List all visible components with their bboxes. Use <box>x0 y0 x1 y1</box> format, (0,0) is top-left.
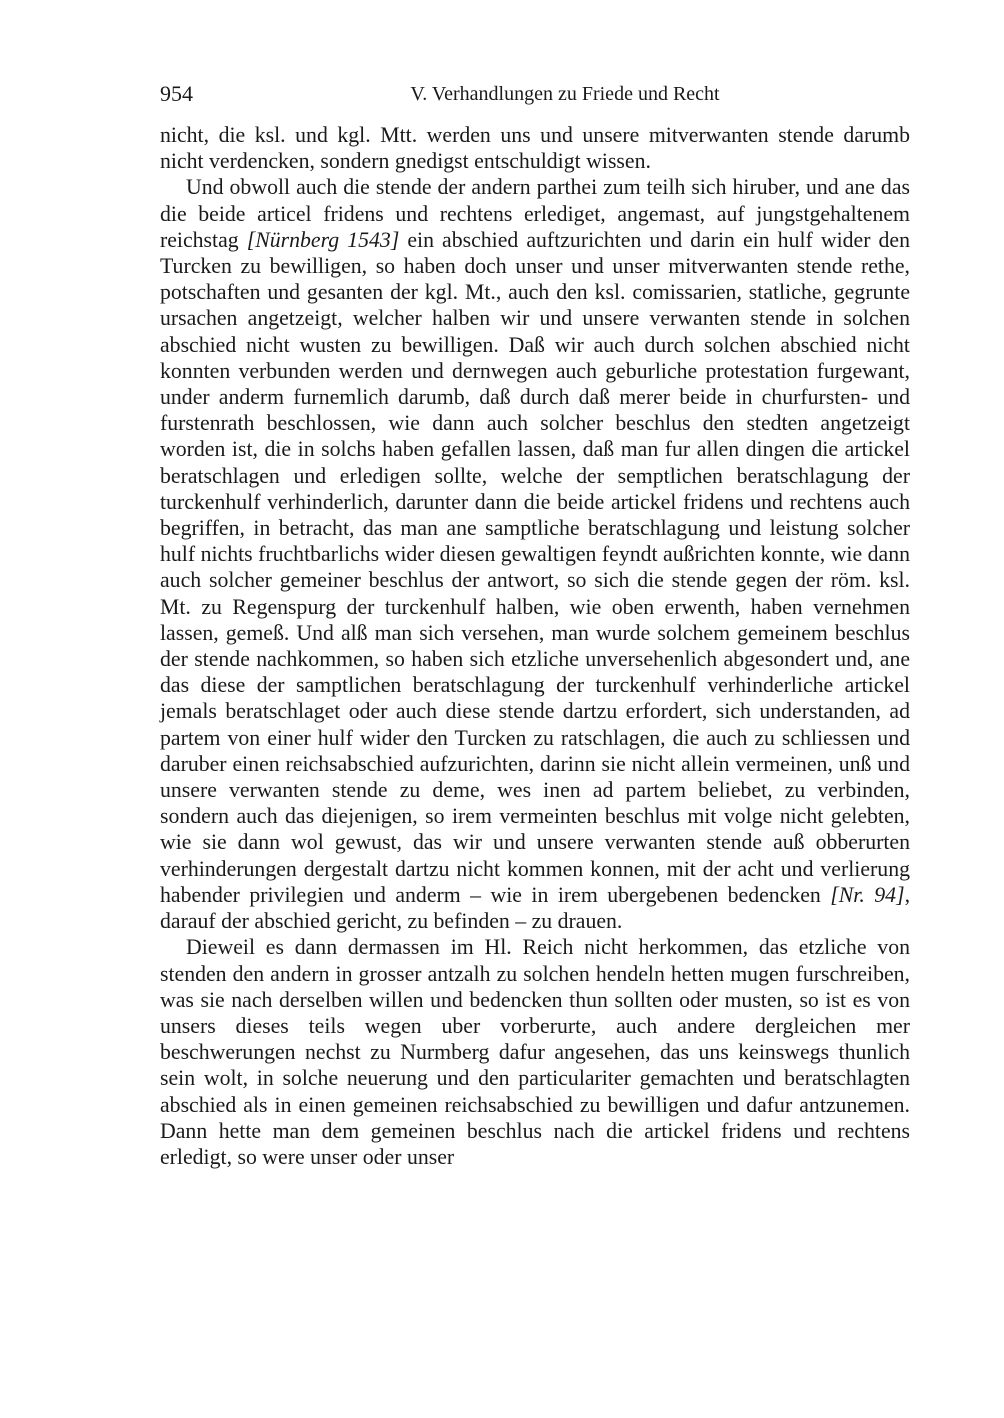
paragraph-text: Dieweil es dann dermassen im Hl. Reich nicht herkommen, das etzliche von stenden den andern in grosser antzalh zu solchen hendeln hetten mugen furschreiben, was sie nach derselben willen und bedencken thun sollten oder musten, so ist es von unsers dieses teils wegen uber vorberurte, auch andere dergleichen mer beschwerungen nechst zu Nurmberg dafur angesehen, das uns keinswegs thunlich sein wolt, in solche neuerung und den particulariter gemachten und beratschlagten abschied als in einen gemeinen reichsabschied zu bewilligen und dafur antzunemen. Dann hette man dem gemeinen beschlus nach die artickel fridens und rechtens erledigt, so were unser oder unser <box>160 935 910 1169</box>
running-title: V. Verhandlungen zu Friede und Recht <box>410 83 720 105</box>
paragraph-text: , darauf der abschied gericht, zu befinden – zu drauen. <box>160 882 911 934</box>
paragraph-text: Und obwoll auch die stende der andern parthei zum teilh sich hiruber, und ane das die beide articel fridens und rechtens erlediget, angemast, auf jungstgehaltenem reichstag <box>160 175 910 252</box>
paragraph-1 <box>160 122 910 174</box>
paragraph-text: nicht, die ksl. und kgl. Mtt. werden uns und unsere mitverwanten stende darumb nicht verdencken, sondern gnedigst entschuldigt wissen. <box>160 123 910 174</box>
paragraph-3 <box>160 934 910 1170</box>
source-reference: [Nr. 94] <box>830 882 905 907</box>
source-reference: [Nürnberg 1543] <box>246 227 400 252</box>
paragraph-text: ein abschied auftzurichten und darin ein hulf wider den Turcken zu bewilligen, so haben doch unser und unser mitverwanten stende rethe, potschaften und gesanten der kgl. Mt., auch den ksl. comissarien, statliche, gegrunte ursachen angetzeigt, welcher halben wir und unsere verwanten stende in solchen abschied nicht wusten zu bewilligen. Daß wir auch durch solchen abschied nicht konnten verbunden werden und dernwegen auch geburliche protestation furgewant, under anderm furnemlich darumb, daß durch daß merer beide in churfursten- und furstenrath beschlossen, wie dann auch solcher beschlus den stedten angetzeigt worden ist, die in solchs haben gefallen lassen, daß man fur allen dingen die artickel beratschlagen und erledigen sollte, welche der semptlichen beratschlagung der turckenhulf verhinderlich, darunter dann die beide artickel fridens und rechtens auch begriffen, in betracht, das man ane samptliche beratschlagung und leistung solcher hulf nichts fruchtbarlichs wider diesen gewaltigen feyndt außrichten konnte, wie dann auch solcher gemeiner beschlus der antwort, so sich die stende gegen der röm. ksl. Mt. zu Regenspurg der turckenhulf halben, wie oben erwenth, haben vernehmen lassen, gemeß. Und alß man sich versehen, man wurde solchem gemeinem beschlus der stende nachkommen, so haben sich etzliche unversehenlich abgesondert und, ane das diese der samptlichen beratschlagung der turckenhulf verhinderliche artickel jemals beratschlaget oder auch diese stende dartzu erfordert, sich understanden, ad partem von einer hulf wider den Turcken zu ratschlagen, die auch zu schliessen und daruber einen reichsabschied aufzurichten, darinn sie nicht allein vermeinen, unß und unsere verwanten stende zu deme, wes inen ad partem beliebet, zu verbinden, sondern auch das diejenigen, so irem vermeinten beschlus mit volge nicht gelebten, wie sie dann wol gewust, das wir und unsere verwanten stende auß obberurten verhinderungen dergestalt dartzu nicht kommen konnen, mit der acht und verlierung habender privilegien und anderm – wie in irem ubergebenen bedencken <box>160 227 910 907</box>
paragraph-2 <box>160 174 910 934</box>
body-text <box>160 122 910 1170</box>
document-page <box>160 80 910 1170</box>
page-header <box>160 80 910 108</box>
page-number: 954 <box>160 81 193 106</box>
